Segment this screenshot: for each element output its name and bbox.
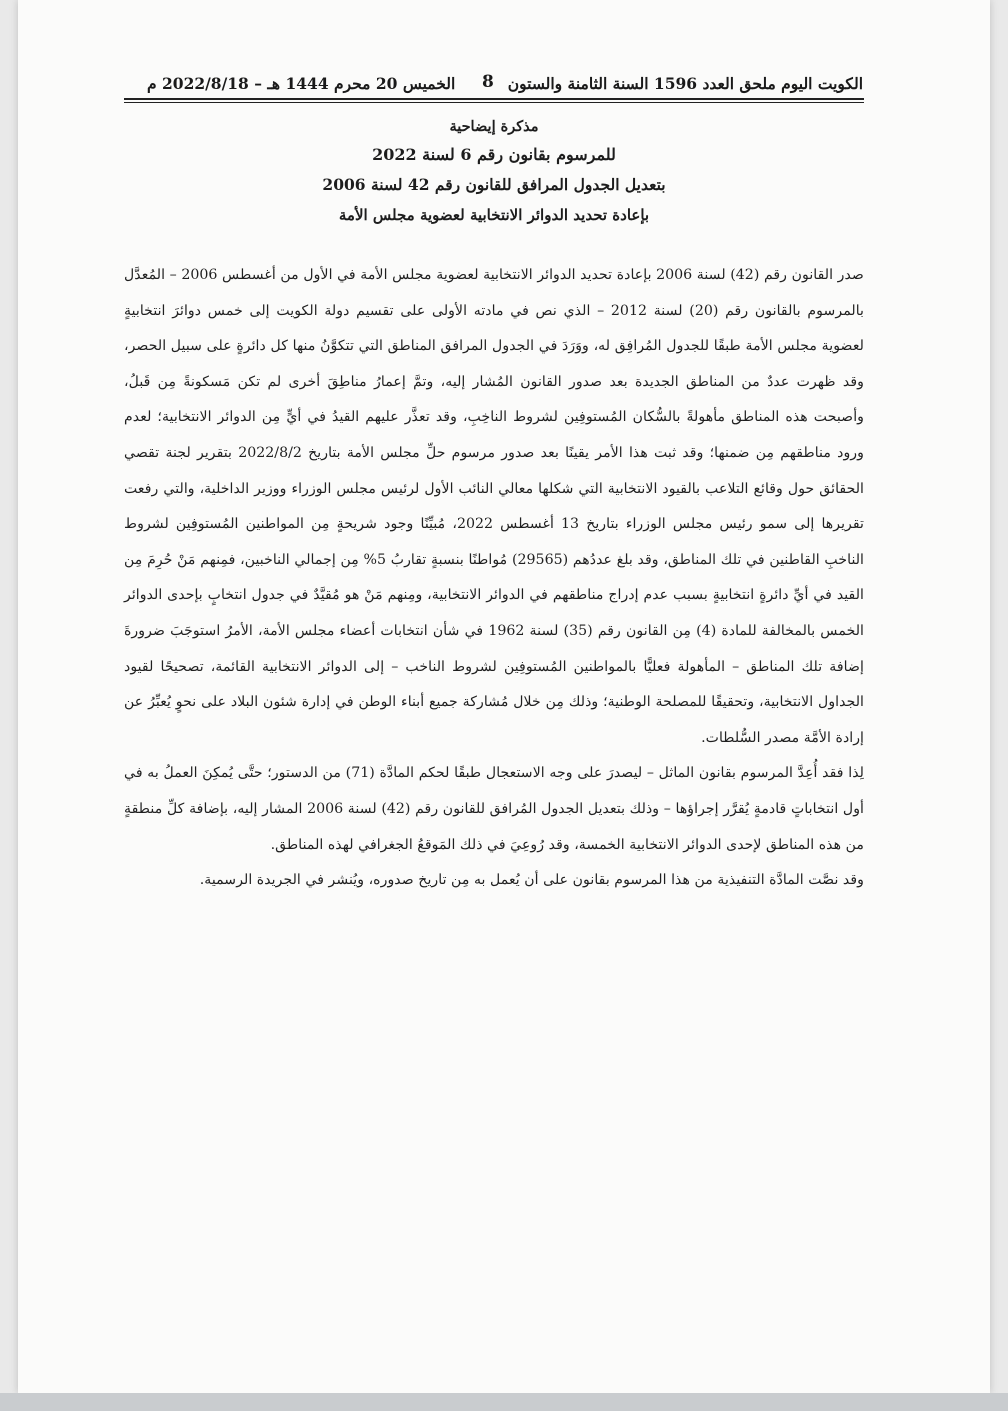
issue-date: الخميس 20 محرم 1444 هـ – 2022/8/18 م [147,74,456,93]
header-rule-thin [124,102,864,103]
memo-body [124,258,864,899]
decree-title: للمرسوم بقانون رقم 6 لسنة 2022 [372,145,616,164]
publication-name: الكويت اليوم ملحق العدد 1596 السنة الثامنة والستون [507,74,863,93]
body-paragraph-3: وقد نصَّت المادَّة التنفيذية من هذا المرسوم بقانون على أن يُعمل به مِن تاريخ صدوره، ويُنشر في الجريدة الرسمية. [199,872,864,889]
memo-title: مذكرة إيضاحية [449,118,539,135]
subject-title: بإعادة تحديد الدوائر الانتخابية لعضوية مجلس الأمة [338,206,650,224]
scan-bottom-edge [0,1393,1008,1411]
page-header [105,66,863,100]
page-number: 8 [482,72,494,92]
body-paragraph-2: لِذا فقد أُعِدَّ المرسوم بقانون الماثل – ليصدرَ على وجه الاستعجال طبقًا لحكم المادَّة (71) من الدستور؛ حتَّى يُمكِنَ العملُ به في أول انتخاباتٍ قادمةٍ يُقرَّر إجراؤها – وذلك بتعديل الجدول المُرافق للقانون رقم (42) لسنة 2006 المشار إليه، بإضافة كلِّ منطقةٍ من هذه المناطق لإحدى الدوائر الانتخابية الخمسة، وقد رُوعِيَ في ذلك المَوقعُ الجغرافي لهذه المناطق. [124,765,864,853]
header-rule [124,98,864,100]
document-title-block [124,112,864,230]
amendment-title: بتعديل الجدول المرافق للقانون رقم 42 لسنة 2006 [322,175,666,194]
body-paragraph-1: صدر القانون رقم (42) لسنة 2006 بإعادة تحديد الدوائر الانتخابية لعضوية مجلس الأمة في الأول من أغسطس 2006 – المُعدَّل بالمرسوم بالقانون رقم (20) لسنة 2012 – الذي نص في مادته الأولى على تقسيم دولة الكويت إلى خمس دوائرَ انتخابيةٍ لعضوية مجلس الأمة طبقًا للجدول المُرافِق له، ووَرَدَ في الجدول المرافق المناطق التي تتكوَّنُ منها كل دائرةٍ على سبيل الحصر، وقد ظهرت عددٌ من المناطق الجديدة بعد صدور القانون المُشار إليه، وتمَّ إعمارُ مناطِقَ أخرى لم تكن مَسكونةً مِن قَبلُ، وأصبحت هذه المناطق مأهولةً بالسُّكان المُستوفِين لشروط الناخِبِ، وقد تعذَّر عليهم القيدُ في أيٍّ مِن الدوائر الانتخابية؛ لعدم ورود مناطقهم مِن ضمنها؛ وقد ثبت هذا الأمر يقينًا بعد صدور مرسوم حلِّ مجلس الأمة بتاريخ 2022/8/2 بتقرير لجنة تقصي الحقائق حول وقائع التلاعب بالقيود الانتخابية التي شكلها معالي النائب الأول لرئيس مجلس الوزراء ووزير الداخلية، والتي رفعت تقريرها إلى سمو رئيس مجلس الوزراء بتاريخ 13 أغسطس 2022، مُبيِّنًا وجود شريحةٍ مِن المواطنين المُستوفِين لشروط الناخبِ القاطنين في تلك المناطق، وقد بلغ عددُهم (29565) مُواطنًا بنسبةٍ تقاربُ 5% مِن إجمالي الناخبين، فمِنهم مَنْ حُرِمَ مِن القيد في أيِّ دائرةٍ انتخابيةٍ بسبب عدم إدراج مناطقهم في الدوائر الانتخابية، ومِنهم مَنْ هو مُقيَّدٌ في جدول انتخابٍ بإحدى الدوائر الخمس بالمخالفة للمادة (4) مِن القانون رقم (35) لسنة 1962 في شأن انتخابات أعضاء مجلس الأمة، الأمرُ استوجَبَ ضرورةَ إضافة تلك المناطق – المأهولة فعليًّا بالمواطنين المُستوفِين لشروط الناخب – إلى الدوائر الانتخابية القائمة، تصحيحًا لقيود الجداول الانتخابية، وتحقيقًا للمصلحة الوطنية؛ وذلك مِن خلال مُشاركة جميع أبناء الوطن في إدارة شئون البلاد على نحوٍ يُعبِّرُ عن إرادة الأمَّة مصدر السُّلطات. [124,267,865,746]
